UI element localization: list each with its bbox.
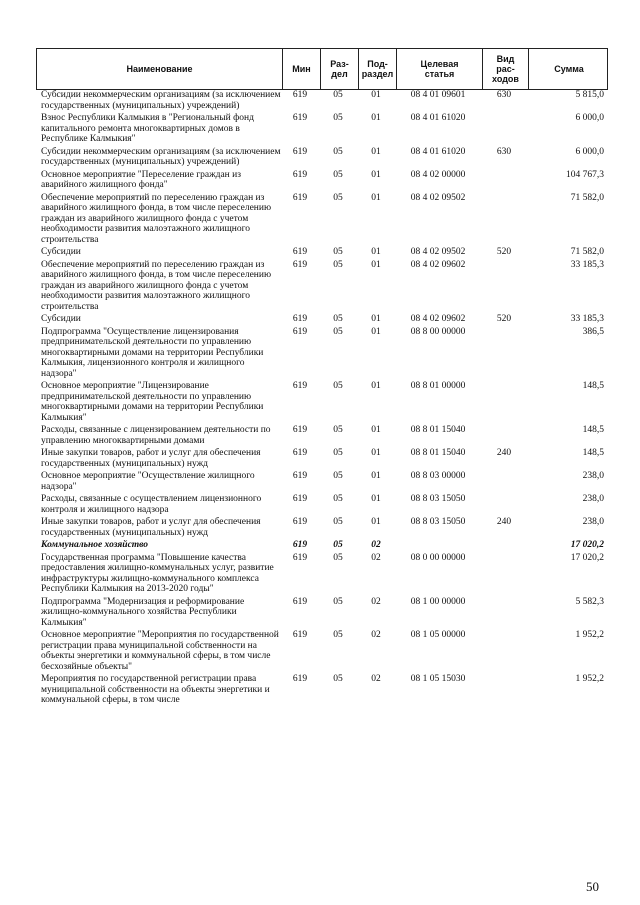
cell-sum: 5 582,3 (575, 596, 604, 607)
cell-name: Основное мероприятие "Мероприятия по государственной регистрации права муниципальной собственности на объекты энергетики и коммунальной сферы, в том числе бесхозяйные объекты" (41, 630, 279, 672)
cell-name: Расходы, связанные с осуществлением лицензионного контроля и жилищного надзора (41, 494, 262, 515)
cell-min: 619 (292, 494, 308, 504)
cell-podrazdel: 01 (371, 247, 381, 257)
cell-name: Подпрограмма "Осуществление лицензирования предпринимательской деятельности по управлению многоквартирными домами на территории Республики Калмыкия, лицензионного контроля и жилищного надзора" (41, 326, 264, 379)
cell-min: 619 (292, 146, 308, 157)
table-row (36, 494, 608, 515)
header-name: Наименование (126, 64, 193, 74)
cell-name: Основное мероприятие "Лицензирование предпринимательской деятельности по управлению многоквартирными домами на территории Республики Калмыкия" (41, 381, 264, 423)
cell-sum: 238,0 (582, 517, 604, 527)
cell-target: 08 4 02 09502 (410, 247, 466, 257)
cell-vid (481, 630, 527, 672)
cell-razdel: 05 (333, 630, 343, 640)
cell-razdel: 05 (333, 494, 343, 504)
cell-vid (481, 553, 527, 595)
cell-target: 08 8 01 00000 (410, 381, 466, 391)
cell-razdel: 05 (333, 146, 343, 157)
cell-podrazdel: 01 (371, 494, 381, 504)
cell-target: 08 8 03 15050 (410, 494, 466, 504)
cell-sum: 33 185,3 (570, 314, 604, 324)
cell-razdel: 05 (333, 471, 343, 481)
cell-target: 08 4 02 00000 (410, 169, 466, 180)
cell-vid (481, 170, 527, 191)
cell-podrazdel: 02 (371, 674, 381, 684)
table-row (36, 314, 608, 325)
cell-podrazdel: 01 (371, 192, 381, 203)
cell-razdel: 05 (333, 169, 343, 180)
cell-min: 619 (292, 90, 308, 100)
cell-sum: 6 000,0 (575, 113, 604, 123)
table-row (36, 170, 608, 191)
table-header (36, 48, 608, 90)
cell-podrazdel: 01 (371, 314, 381, 324)
cell-vid (481, 425, 527, 446)
cell-min: 619 (292, 113, 308, 123)
cell-razdel: 05 (333, 113, 343, 123)
cell-target: 08 4 02 09602 (410, 259, 466, 270)
cell-min: 619 (292, 192, 308, 203)
cell-min: 619 (292, 169, 308, 180)
cell-vid: 240 (496, 448, 512, 458)
table-row (36, 327, 608, 380)
cell-podrazdel: 02 (371, 630, 381, 640)
header-sum: Сумма (528, 49, 609, 89)
cell-vid: 630 (496, 146, 512, 157)
cell-target (395, 540, 481, 551)
cell-name: Подпрограмма "Модернизация и реформирование жилищно-коммунального хозяйства Республики Калмыкия" (41, 596, 245, 628)
cell-razdel: 05 (333, 552, 343, 563)
table-row (36, 90, 608, 111)
cell-razdel: 05 (333, 540, 343, 550)
cell-target: 08 1 05 15030 (410, 674, 466, 684)
cell-target: 08 0 00 00000 (410, 552, 466, 563)
cell-sum: 71 582,0 (570, 247, 604, 257)
cell-podrazdel: 02 (371, 540, 381, 550)
cell-min: 619 (292, 517, 308, 527)
cell-min: 619 (292, 425, 308, 435)
cell-min: 619 (292, 259, 308, 270)
cell-razdel: 05 (333, 425, 343, 435)
cell-razdel: 05 (333, 259, 343, 270)
cell-min: 619 (292, 596, 308, 607)
cell-razdel: 05 (333, 517, 343, 527)
cell-podrazdel: 01 (371, 471, 381, 481)
cell-sum: 148,5 (582, 381, 604, 391)
cell-name: Мероприятия по государственной регистрации права муниципальной собственности на объекты энергетики и коммунальной сферы, в том числе (41, 674, 270, 705)
cell-min: 619 (292, 540, 308, 550)
cell-razdel: 05 (333, 674, 343, 684)
budget-table (36, 48, 608, 708)
cell-razdel: 05 (333, 192, 343, 203)
table-row (36, 517, 608, 538)
table-row (36, 553, 608, 595)
cell-target: 08 8 01 15040 (410, 448, 466, 458)
cell-sum: 104 767,3 (566, 169, 604, 180)
cell-sum: 5 815,0 (575, 90, 604, 100)
cell-podrazdel: 01 (371, 169, 381, 180)
cell-min: 619 (292, 552, 308, 563)
cell-name: Основное мероприятие "Переселение граждан из аварийного жилищного фонда" (41, 169, 241, 190)
cell-podrazdel: 02 (371, 552, 381, 563)
cell-sum: 386,5 (582, 326, 604, 337)
cell-sum: 17 020,2 (570, 540, 604, 550)
cell-sum: 17 020,2 (570, 552, 604, 563)
table-row (36, 425, 608, 446)
table-row (36, 260, 608, 313)
cell-razdel: 05 (333, 596, 343, 607)
cell-vid (481, 381, 527, 423)
cell-sum: 238,0 (582, 471, 604, 481)
cell-razdel: 05 (333, 314, 343, 324)
cell-name: Субсидии некоммерческим организациям (за исключением государственных (муниципальных) учреждений) (41, 146, 281, 167)
cell-name: Обеспечение мероприятий по переселению граждан из аварийного жилищного фонда, в том числе переселению граждан из аварийного жилищного фонда с учетом необходимости развития малоэтажного жилищного строительства (41, 259, 272, 312)
cell-razdel: 05 (333, 90, 343, 100)
cell-vid (481, 327, 527, 380)
cell-name: Субсидии (41, 314, 81, 324)
cell-name: Коммунальное хозяйство (41, 540, 149, 550)
cell-podrazdel: 01 (371, 381, 381, 391)
cell-podrazdel: 01 (371, 448, 381, 458)
table-row (36, 674, 608, 706)
cell-vid (481, 193, 527, 246)
cell-target: 08 8 01 15040 (410, 425, 466, 435)
cell-name: Иные закупки товаров, работ и услуг для обеспечения государственных (муниципальных) нужд (41, 448, 261, 469)
header-min: Мин (282, 49, 320, 89)
cell-vid: 240 (496, 517, 512, 527)
table-row (36, 540, 608, 551)
cell-vid (481, 260, 527, 313)
cell-target: 08 8 03 00000 (410, 471, 466, 481)
cell-target: 08 4 02 09502 (410, 192, 466, 203)
cell-min: 619 (292, 247, 308, 257)
cell-name: Субсидии некоммерческим организациям (за исключением государственных (муниципальных) учреждений) (41, 90, 281, 111)
table-row (36, 113, 608, 145)
cell-podrazdel: 01 (371, 146, 381, 157)
table-row (36, 471, 608, 492)
header-podrazdel: Под- раздел (358, 49, 396, 89)
cell-vid (481, 674, 527, 706)
cell-min: 619 (292, 381, 308, 391)
cell-name: Государственная программа "Повышение качества предоставления жилищно-коммунальных услуг, развитие инфраструктуры жилищно-коммунального комплекса Республики Калмыкия на 2013-2020 годы" (41, 552, 274, 594)
table-row (36, 147, 608, 168)
cell-vid: 630 (496, 90, 512, 100)
cell-target: 08 4 01 61020 (410, 113, 466, 123)
cell-podrazdel: 01 (371, 326, 381, 337)
cell-target: 08 8 00 00000 (410, 326, 466, 337)
cell-target: 08 8 03 15050 (410, 517, 466, 527)
cell-podrazdel: 01 (371, 517, 381, 527)
table-row (36, 193, 608, 246)
cell-vid: 520 (496, 314, 512, 324)
cell-min: 619 (292, 674, 308, 684)
cell-vid (481, 494, 527, 515)
cell-razdel: 05 (333, 247, 343, 257)
cell-target: 08 4 02 09602 (410, 314, 466, 324)
table-body (36, 90, 608, 706)
cell-target: 08 4 01 61020 (410, 146, 466, 157)
cell-target: 08 4 01 09601 (410, 90, 466, 100)
cell-min: 619 (292, 471, 308, 481)
cell-vid (481, 597, 527, 629)
cell-sum: 6 000,0 (575, 146, 604, 157)
cell-vid (481, 471, 527, 492)
cell-name: Расходы, связанные с лицензированием деятельности по управлению многоквартирными домами (41, 425, 271, 446)
cell-min: 619 (292, 448, 308, 458)
table-row (36, 630, 608, 672)
cell-razdel: 05 (333, 448, 343, 458)
header-target: Целевая статья (396, 49, 482, 89)
table-row (36, 381, 608, 423)
cell-name: Иные закупки товаров, работ и услуг для обеспечения государственных (муниципальных) нужд (41, 517, 261, 538)
cell-podrazdel: 01 (371, 90, 381, 100)
cell-razdel: 05 (333, 326, 343, 337)
cell-name: Обеспечение мероприятий по переселению граждан из аварийного жилищного фонда, в том числе переселению граждан из аварийного жилищного фонда с учетом необходимости развития малоэтажного жилищного строительства (41, 192, 272, 245)
header-vid: Вид рас- ходов (482, 49, 528, 89)
cell-target: 08 1 05 00000 (410, 630, 466, 640)
header-razdel: Раз- дел (320, 49, 358, 89)
cell-sum: 148,5 (582, 448, 604, 458)
cell-name: Субсидии (41, 247, 81, 257)
cell-podrazdel: 02 (371, 596, 381, 607)
cell-min: 619 (292, 630, 308, 640)
table-row (36, 448, 608, 469)
cell-sum: 148,5 (582, 425, 604, 435)
cell-name: Основное мероприятие "Осуществление жилищного надзора" (41, 471, 255, 492)
cell-vid: 520 (496, 247, 512, 257)
cell-podrazdel: 01 (371, 259, 381, 270)
cell-sum: 1 952,2 (575, 674, 604, 684)
table-row (36, 247, 608, 258)
cell-min: 619 (292, 326, 308, 337)
cell-vid (481, 540, 527, 551)
table-row (36, 597, 608, 629)
cell-sum: 238,0 (582, 494, 604, 504)
cell-sum: 33 185,3 (570, 259, 604, 270)
cell-podrazdel: 01 (371, 425, 381, 435)
cell-podrazdel: 01 (371, 113, 381, 123)
cell-min: 619 (292, 314, 308, 324)
cell-sum: 71 582,0 (570, 192, 604, 203)
cell-name: Взнос Республики Калмыкия в "Региональный фонд капитального ремонта многоквартирных домов в Республике Калмыкия" (41, 113, 254, 144)
cell-razdel: 05 (333, 381, 343, 391)
cell-vid (481, 113, 527, 145)
cell-sum: 1 952,2 (575, 630, 604, 640)
cell-target: 08 1 00 00000 (410, 596, 466, 607)
page-number: 50 (586, 879, 599, 894)
